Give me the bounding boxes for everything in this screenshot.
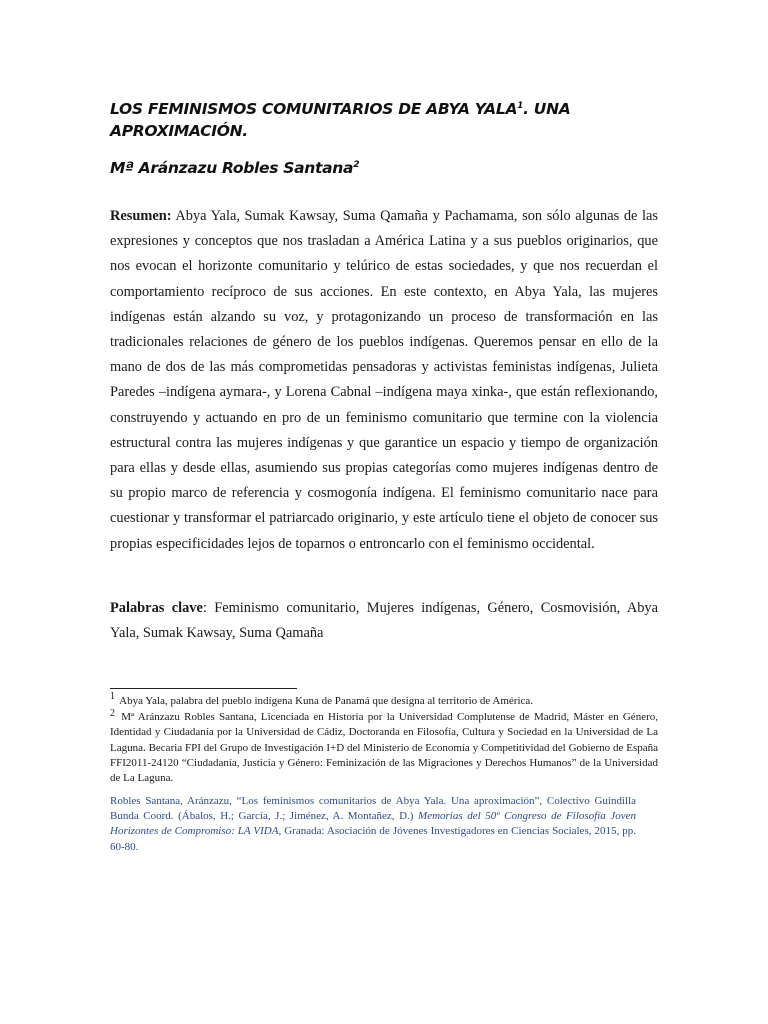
citation — [110, 794, 636, 855]
abstract-text: Abya Yala, Sumak Kawsay, Suma Qamaña y Pachamama, son sólo algunas de las expresiones y conceptos que nos trasladan a América Latina y a sus pueblos originarios, que nos evocan el horizonte comunitario y telúrico de estas sociedades, y que nos recuerdan el comportamiento recíproco de sus acciones. En este contexto, en Abya Yala, las mujeres indígenas están alzando su voz, y protagonizando un proceso de transformación en las tradicionales relaciones de género de los pueblos indígenas. Queremos pensar en ello de la mano de dos de las más comprometidas pensadoras y activistas feministas indígenas, Julieta Paredes –indígena aymara-, y Lorena Cabnal –indígena maya xinka-, que están reflexionando, construyendo y actuando en pro de un feminismo comunitario que termine con la violencia estructural contra las mujeres indígenas y que garantice un espacio y tiempo de organización para ellas y desde ellas, asumiendo sus propias categorías como mujeres indígenas dentro de su propio marco de referencia y cosmogonía indígena. El feminismo comunitario nace para cuestionar y transformar el patriarcado originario, y este artículo tiene el objeto de conocer sus propias especificidades lejos de toparnos o entroncarlo con el feminismo occidental. — [110, 208, 658, 552]
footnote-1-number: 1 — [110, 691, 115, 703]
footnote-2-text: Mª Aránzazu Robles Santana, Licenciada en Historia por la Universidad Complutense de Madrid, Máster en Género, Identidad y Ciudadanía por la Universidad de Cádiz, Doctoranda en Filosofía, Cultura y Sociedad en la Universidad de La Laguna. Becaria FPI del Grupo de Investigación I+D del Ministerio de Economía y Competitividad del Gobierno de España FFI2011-24120 “Ciudadanía, Justicia y Género: Feminización de las Migraciones y Derechos Humanos” de la Universidad de La Laguna. — [110, 711, 658, 785]
footnote-ref-2[interactable]: 2 — [353, 159, 360, 170]
footnote-1 — [110, 691, 658, 709]
footnotes — [110, 691, 658, 786]
footnote-2-number: 2 — [110, 707, 115, 719]
author-text: Mª Aránzazu Robles Santana — [110, 159, 354, 177]
citation-text-1: Robles Santana, Aránzazu, “Los feminismos comunitarios de Abya Yala. Una aproximación”, Colectivo Guindilla Bunda Coord. (Ábalos, H.; García, J.; Jiménez, A. Montañez, D.) — [110, 795, 636, 823]
paper-title — [110, 98, 670, 142]
footnote-separator — [110, 688, 297, 689]
title-text-rest: . UNA APROXIMACIÓN. — [110, 100, 571, 140]
footnote-2 — [110, 707, 658, 786]
footnote-ref-1[interactable]: 1 — [517, 100, 524, 111]
title-text: LOS FEMINISMOS COMUNITARIOS DE ABYA YALA — [110, 100, 518, 118]
keywords — [110, 596, 658, 646]
citation-text-2: , Granada: Asociación de Jóvenes Investigadores en Ciencias Sociales, 2015, pp. 60-80. — [110, 825, 636, 853]
keywords-text: : Feminismo comunitario, Mujeres indígenas, Género, Cosmovisión, Abya Yala, Sumak Kawsay, Suma Qamaña — [110, 600, 658, 642]
abstract-label: Resumen: — [110, 208, 172, 224]
keywords-label: Palabras clave — [110, 600, 203, 616]
citation-italic: Memorias del 50º Congreso de Filosofía Joven Horizontes de Compromiso: LA VIDA — [110, 810, 636, 838]
author-name — [110, 158, 670, 178]
footnote-1-text: Abya Yala, palabra del pueblo indígena Kuna de Panamá que designa al territorio de América. — [117, 695, 534, 707]
abstract — [110, 204, 658, 557]
